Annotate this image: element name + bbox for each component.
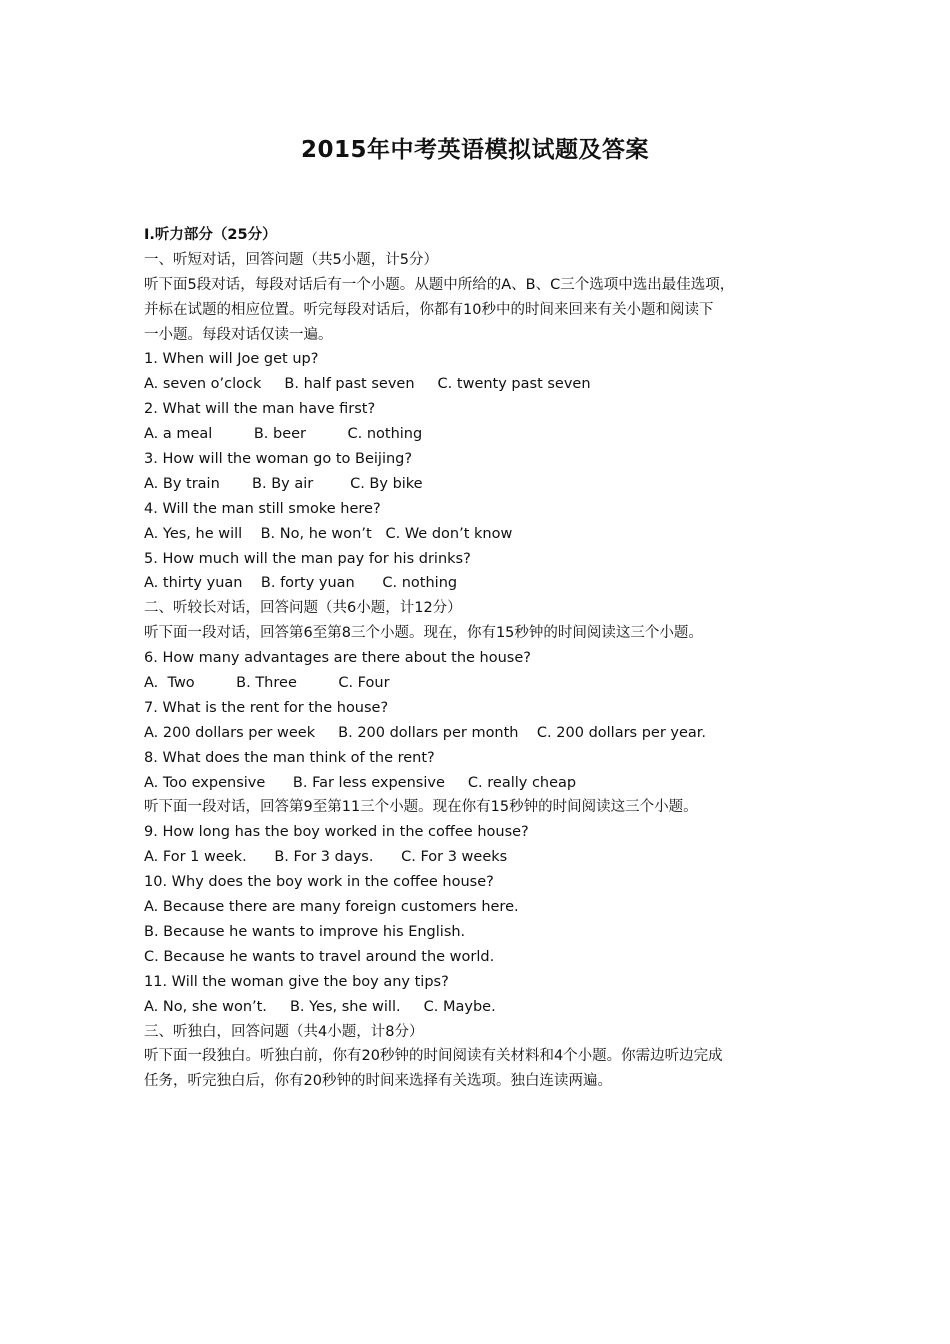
text-line: 任务，听完独白后，你有20秒钟的时间来选择有关选项。独白连读两遍。 xyxy=(144,1073,612,1090)
text-line: 一、听短对话，回答问题（共5小题，计5分） xyxy=(144,251,438,268)
text-line: A. a meal B. beer C. nothing xyxy=(144,426,423,443)
text-line: 听下面一段对话，回答第6至第8三个小题。现在，你有15秒钟的时间阅读这三个小题。 xyxy=(144,625,703,642)
text-line: 听下面5段对话，每段对话后有一个小题。从题中所给的A、B、C三个选项中选出最佳选项， xyxy=(144,276,735,293)
text-line: A. Yes, he will B. No, he won’t C. We don’t know xyxy=(144,525,513,542)
text-line: 1. When will Joe get up? xyxy=(144,351,319,368)
text-line: B. Because he wants to improve his English. xyxy=(144,923,466,940)
document-title: 2015年中考英语模拟试题及答案 xyxy=(300,137,649,163)
text-line: A. Because there are many foreign customers here. xyxy=(144,899,519,916)
text-line: 6. How many advantages are there about the house? xyxy=(144,650,531,667)
text-line: 11. Will the woman give the boy any tips? xyxy=(144,973,449,990)
text-line: 并标在试题的相应位置。听完每段对话后，你都有10秒中的时间来回来有关小题和阅读下 xyxy=(144,301,714,318)
text-line: A. By train B. By air C. By bike xyxy=(144,475,423,492)
text-line: A. Two B. Three C. Four xyxy=(144,675,390,692)
text-line: 一小题。每段对话仅读一遍。 xyxy=(144,326,333,343)
text-line: 10. Why does the boy work in the coffee house? xyxy=(144,874,494,891)
text-line: C. Because he wants to travel around the world. xyxy=(144,948,495,965)
text-line: A. seven o’clock B. half past seven C. twenty past seven xyxy=(144,376,591,393)
text-line: 听下面一段对话，回答第9至第11三个小题。现在你有15秒钟的时间阅读这三个小题。 xyxy=(144,799,698,816)
text-line: A. thirty yuan B. forty yuan C. nothing xyxy=(144,575,458,592)
text-line: 7. What is the rent for the house? xyxy=(144,699,389,716)
text-line: 5. How much will the man pay for his drinks? xyxy=(144,550,471,567)
text-line: A. 200 dollars per week B. 200 dollars per month C. 200 dollars per year. xyxy=(144,724,707,741)
text-line: 9. How long has the boy worked in the coffee house? xyxy=(144,824,529,841)
text-line: A. No, she won’t. B. Yes, she will. C. Maybe. xyxy=(144,998,496,1015)
text-line: 8. What does the man think of the rent? xyxy=(144,749,435,766)
text-line: 3. How will the woman go to Beijing? xyxy=(144,451,413,468)
text-line: 听下面一段独白。听独白前，你有20秒钟的时间阅读有关材料和4个小题。你需边听边完成 xyxy=(144,1048,723,1065)
text-line: A. Too expensive B. Far less expensive C. really cheap xyxy=(144,774,577,791)
document-body xyxy=(144,223,814,1094)
text-line: 2. What will the man have first? xyxy=(144,401,376,418)
text-line: 三、听独白，回答问题（共4小题，计8分） xyxy=(144,1023,424,1040)
text-line: 二、听较长对话，回答问题（共6小题，计12分） xyxy=(144,600,462,617)
section-heading: Ⅰ.听力部分（25分） xyxy=(144,227,277,243)
text-line: A. For 1 week. B. For 3 days. C. For 3 weeks xyxy=(144,849,508,866)
text-line: 4. Will the man still smoke here? xyxy=(144,500,381,517)
